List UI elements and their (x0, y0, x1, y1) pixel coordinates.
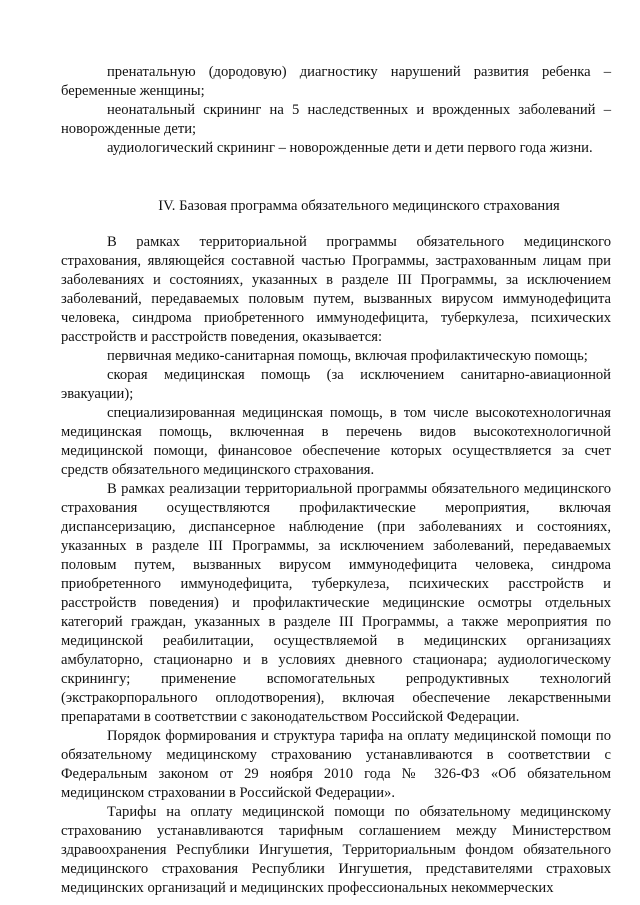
intro-item-prenatal: пренатальную (дородовую) диагностику нарушений развития ребенка – беременные женщины; (61, 64, 611, 99)
paragraph-tariff-agreement: Тарифы на оплату медицинской помощи по обязательному медицинскому страхованию устанавливаются тарифным соглашением между Министерством здравоохранения Республики Ингушетия, Территориальным фондом обязательного медицинского страхования Республики Ингушетия, представителями страховых медицинских организаций и медицинских профессиональных некоммерческих (61, 804, 611, 896)
section-spacer (61, 158, 611, 197)
paragraph-emergency-care: скорая медицинская помощь (за исключением санитарно-авиационной эвакуации); (61, 367, 611, 402)
paragraph-primary-care: первичная медико-санитарная помощь, включая профилактическую помощь; (107, 348, 588, 364)
intro-item-audiology: аудиологический скрининг – новорожденные дети и дети первого года жизни. (107, 140, 593, 156)
paragraph-oms-scope: В рамках территориальной программы обязательного медицинского страхования, являющейся составной частью Программы, застрахованным лицам при заболеваниях и состояниях, указанных в разделе III Программы, за исключением заболеваний, передаваемых половым путем, вызванных вирусом иммунодефицита человека, синдрома приобретенного иммунодефицита, туберкулеза, психических расстройств и расстройств поведения, оказывается: (61, 234, 611, 345)
intro-item-neonatal: неонатальный скрининг на 5 наследственных и врожденных заболеваний – новорожденные дети; (61, 102, 611, 137)
heading-spacer (61, 216, 611, 233)
paragraph-specialized-care: специализированная медицинская помощь, в том числе высокотехнологичная медицинская помощь, включенная в перечень видов высокотехнологичной медицинской помощи, финансовое обеспечение которых осуществляется за счет средств обязательного медицинского страхования. (61, 405, 611, 478)
paragraph-tariff-structure: Порядок формирования и структура тарифа на оплату медицинской помощи по обязательному медицинскому страхованию устанавливаются в соответствии с Федеральным законом от 29 ноября 2010 года № 326-ФЗ «Об обязательном медицинском страховании в Российской Федерации». (61, 728, 611, 801)
paragraph-preventive-measures: В рамках реализации территориальной программы обязательного медицинского страхования осуществляются профилактические мероприятия, включая диспансеризацию, диспансерное наблюдение (при заболеваниях и состояниях, указанных в разделе III Программы, за исключением заболеваний, передаваемых половым путем, вызванных вирусом иммунодефицита человека, синдрома приобретенного иммунодефицита, туберкулеза, психических расстройств и расстройств поведения) и профилактические медицинские осмотры отдельных категорий граждан, указанных в разделе III Программы, а также мероприятия по медицинской реабилитации, осуществляемой в медицинских организациях амбулаторно, стационарно и в условиях дневного стационара; аудиологическому скринингу; применение вспомогательных репродуктивных технологий (экстракорпорального оплодотворения), включая обеспечение лекарственными препаратами в соответствии с законодательством Российской Федерации. (61, 481, 611, 725)
section-title: IV. Базовая программа обязательного медицинского страхования (158, 198, 560, 214)
